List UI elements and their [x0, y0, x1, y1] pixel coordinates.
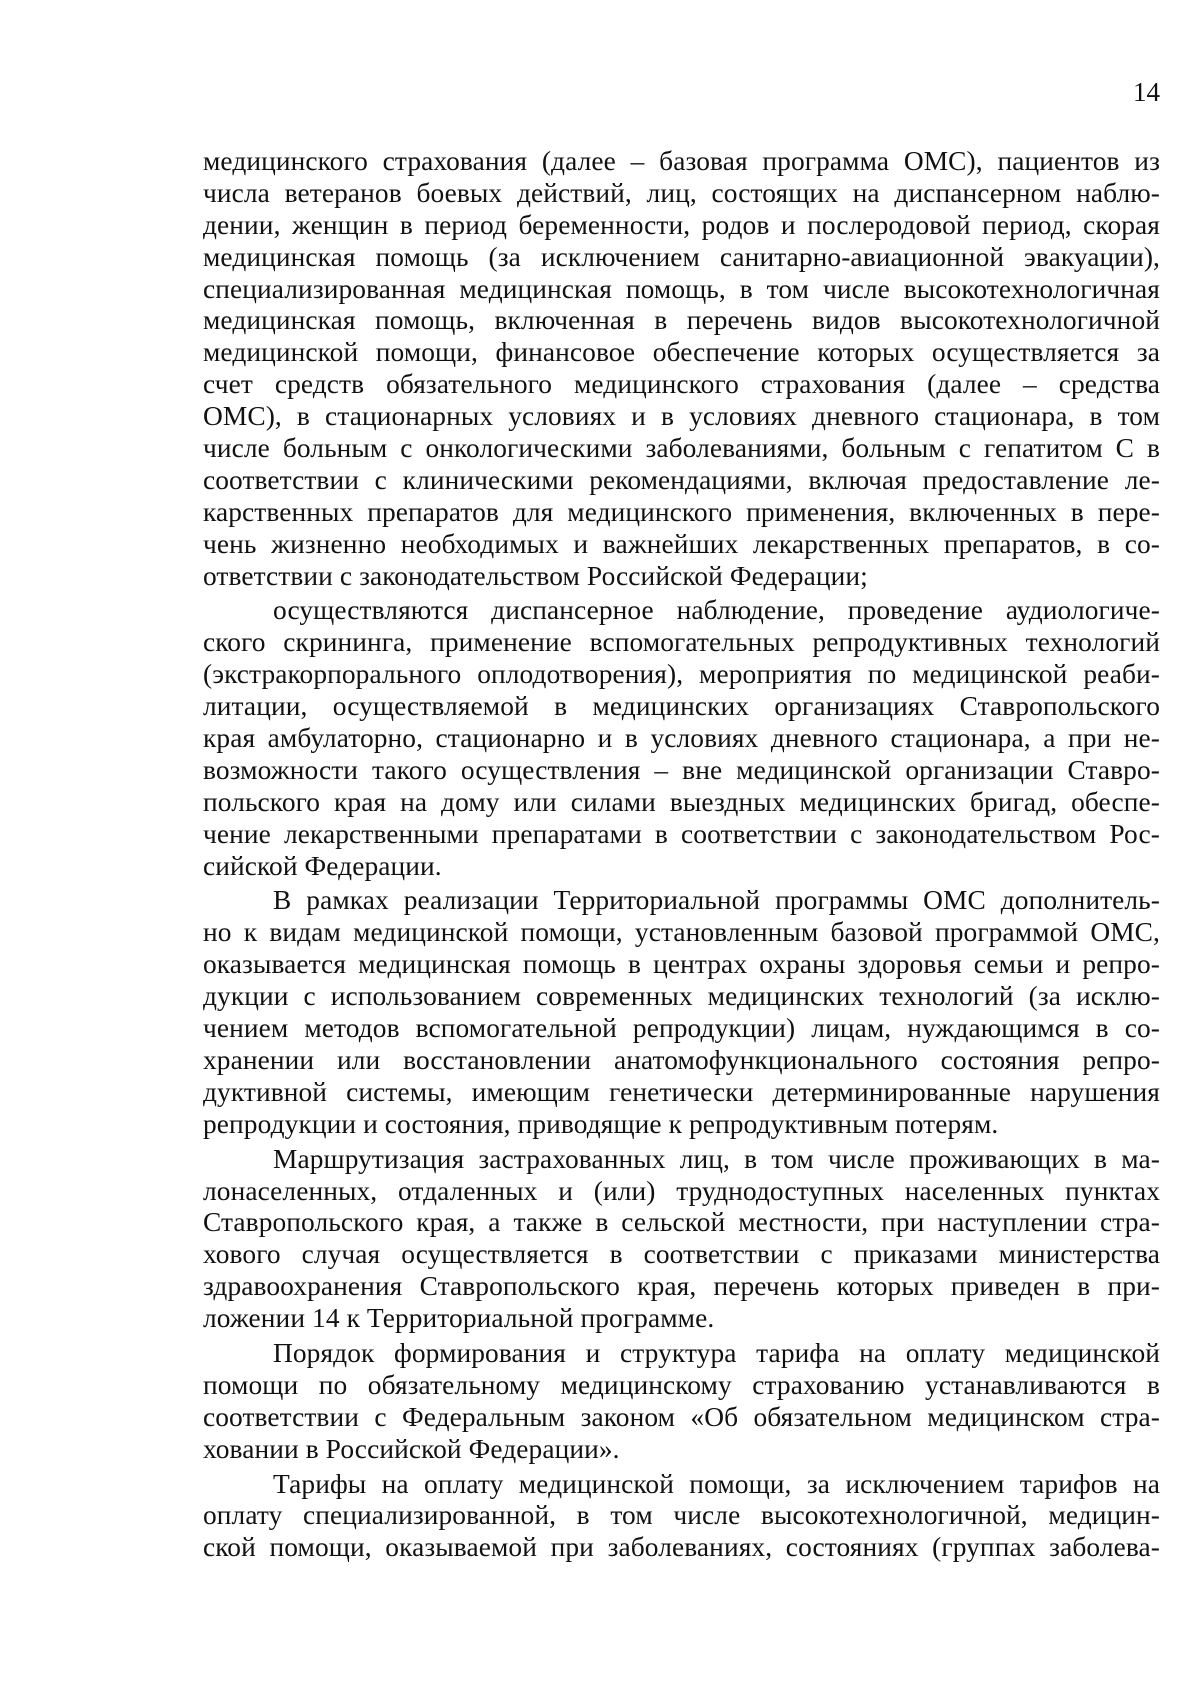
paragraph — [203, 1469, 1160, 1565]
document-body — [203, 146, 1160, 1564]
paragraph — [203, 146, 1160, 592]
text-line: Тарифы на оплату медицинской помощи, за исключением тарифов на — [273, 1468, 1160, 1499]
text-line: дуктивной системы, имеющим генетически детерминированные нарушения — [203, 1076, 1160, 1107]
text-line: соответствии с клиническими рекомендациями, включая предоставление ле- — [203, 464, 1160, 495]
text-line: ского скрининга, применение вспомогательных репродуктивных технологий — [203, 627, 1160, 658]
text-line: медицинская помощь (за исключением санитарно-авиационной эвакуации), — [203, 241, 1160, 272]
text-line: хранении или восстановлении анатомофункционального состояния репро- — [203, 1044, 1160, 1075]
text-line: ложении 14 к Территориальной программе. — [203, 1303, 715, 1334]
paragraph — [203, 1144, 1160, 1335]
text-line: дукции с использованием современных медицинских технологий (за исклю- — [203, 981, 1160, 1012]
text-line: числе больным с онкологическими заболеваниями, больным с гепатитом С в — [203, 433, 1160, 464]
text-line: счет средств обязательного медицинского страхования (далее – средства — [203, 369, 1160, 400]
paragraph — [203, 595, 1160, 882]
text-line: чение лекарственными препаратами в соответствии с законодательством Рос- — [203, 818, 1160, 849]
text-line: медицинская помощь, включенная в перечень видов высокотехнологичной — [203, 305, 1160, 336]
text-line: оплату специализированной, в том числе высокотехнологичной, медицин- — [203, 1500, 1160, 1531]
text-line: медицинского страхования (далее – базовая программа ОМС), пациентов из — [203, 146, 1160, 176]
text-line: Ставропольского края, а также в сельской местности, при наступлении стра- — [203, 1207, 1160, 1238]
text-line: помощи по обязательному медицинскому страхованию устанавливаются в — [203, 1369, 1160, 1400]
text-line: Порядок формирования и структура тарифа на оплату медицинской — [273, 1337, 1160, 1368]
text-line: чень жизненно необходимых и важнейших лекарственных препаратов, в со- — [203, 528, 1160, 559]
text-line: хового случая осуществляется в соответствии с приказами министерства — [203, 1239, 1160, 1270]
text-line: края амбулаторно, стационарно и в условиях дневного стационара, а при не- — [203, 723, 1160, 754]
text-line: числа ветеранов боевых действий, лиц, состоящих на диспансерном наблю- — [203, 177, 1160, 208]
text-line: Маршрутизация застрахованных лиц, в том числе проживающих в ма- — [273, 1143, 1160, 1174]
text-line: польского края на дому или силами выездных медицинских бригад, обеспе- — [203, 786, 1160, 817]
text-line: осуществляются диспансерное наблюдение, проведение аудиологиче- — [273, 595, 1160, 626]
text-line: В рамках реализации Территориальной программы ОМС дополнитель- — [273, 885, 1160, 916]
text-line: (экстракорпорального оплодотворения), мероприятия по медицинской реаби- — [203, 659, 1160, 690]
text-line: но к видам медицинской помощи, установленным базовой программой ОМС, — [203, 917, 1160, 948]
text-line: лонаселенных, отдаленных и (или) труднодоступных населенных пунктах — [203, 1175, 1160, 1206]
text-line: репродукции и состояния, приводящие к репродуктивным потерям. — [203, 1108, 999, 1139]
page-number: 14 — [1133, 77, 1160, 107]
paragraph — [203, 1338, 1160, 1466]
text-line: сийской Федерации. — [203, 850, 442, 881]
text-line: карственных препаратов для медицинского применения, включенных в пере- — [203, 496, 1160, 527]
text-line: ответствии с законодательством Российской Федерации; — [203, 560, 868, 591]
text-line: возможности такого осуществления – вне медицинской организации Ставро- — [203, 754, 1160, 785]
text-line: ховании в Российской Федерации». — [203, 1433, 620, 1464]
text-line: оказывается медицинская помощь в центрах охраны здоровья семьи и репро- — [203, 949, 1160, 980]
text-line: ской помощи, оказываемой при заболеваниях, состояниях (группах заболева- — [203, 1532, 1160, 1563]
text-line: соответствии с Федеральным законом «Об обязательном медицинском стра- — [203, 1401, 1160, 1432]
text-line: дении, женщин в период беременности, родов и послеродовой период, скорая — [203, 209, 1160, 240]
paragraph — [203, 885, 1160, 1140]
text-line: чением методов вспомогательной репродукции) лицам, нуждающимся в со- — [203, 1013, 1160, 1044]
text-line: ОМС), в стационарных условиях и в условиях дневного стационара, в том — [203, 401, 1160, 432]
text-line: специализированная медицинская помощь, в том числе высокотехнологичная — [203, 273, 1160, 304]
text-line: медицинской помощи, финансовое обеспечение которых осуществляется за — [203, 337, 1160, 368]
text-line: литации, осуществляемой в медицинских организациях Ставропольского — [203, 691, 1160, 722]
text-line: здравоохранения Ставропольского края, перечень которых приведен в при- — [203, 1271, 1160, 1302]
